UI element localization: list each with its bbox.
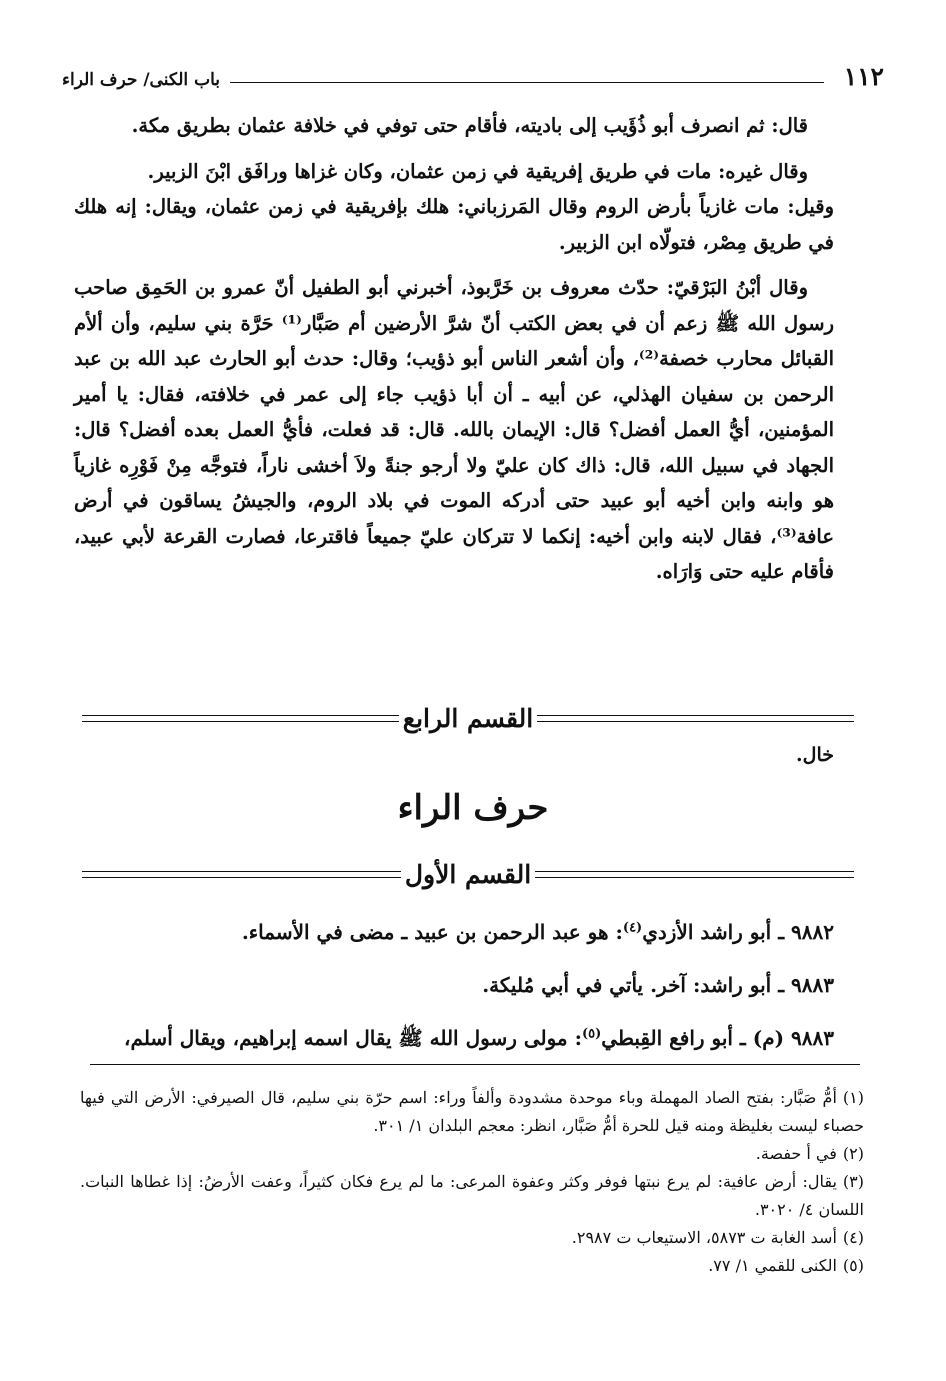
footnote-separator — [90, 1064, 860, 1065]
footnote-ref[interactable]: (٤) — [622, 920, 643, 936]
footnote-number: (٤) — [842, 1228, 864, 1247]
double-rule — [82, 715, 399, 722]
entry-text: : مولى رسول الله ﷺ يقال اسمه إبراهيم، ويقال أسلم، — [124, 1026, 582, 1050]
running-header — [62, 55, 884, 89]
footnote — [80, 1084, 864, 1140]
footnote-number: (٥) — [842, 1256, 864, 1275]
entry-text: : آخر. يأتي في أبي مُليكة. — [482, 973, 701, 997]
paragraph: وقال غيره: مات في طريق إفريقية في زمن عثمان، وكان غزاها ورافَق ابْنَ الزبير. — [147, 159, 808, 183]
footnote — [80, 1140, 864, 1168]
entry-text: : هو عبد الرحمن بن عبيد ـ مضى في الأسماء. — [241, 920, 623, 944]
paragraph: قال: ثم انصرف أبو ذُؤَيب إلى باديته، فأقام حتى توفي في خلافة عثمان بطريق مكة. — [131, 114, 808, 137]
entry-head: ٩٨٨٣ ـ أبو راشد — [700, 973, 834, 997]
entry-head: ٩٨٨٣ (م) ـ أبو رافع القِبطي — [601, 1026, 834, 1050]
letter-chapter-title: حرف الراء — [397, 788, 549, 828]
footnotes — [80, 1084, 864, 1280]
footnote-text: أمُّ صَبَّار: بفتح الصاد المهملة وباء موحدة مشدودة وألفاً وراء: اسم حرّة بني سليم، قال الصيرفي: الأرض التي فيها حصباء ليست بغليظة ومنه قيل للحرة أمُّ صَبَّار، انظر: معجم البلدان ١/ ٣٠١. — [80, 1088, 864, 1135]
double-rule — [537, 715, 854, 722]
footnote-text: في أ حفصة. — [755, 1144, 837, 1163]
section-label: القسم الأول — [404, 859, 532, 889]
footnote-number: (٣) — [842, 1172, 864, 1191]
section-heading-fourth — [82, 700, 854, 736]
paragraph: وقال أبْنُ البَرْقيّ: حدّث معروف بن خَرَّبوذ، أخبرني أبو الطفيل أنّ عمرو بن الحَمِق صاحب رسول الله ﷺ زعم أن في بعض الكتب أنّ شرَّ الأرضين أم صَبَّار⁽¹⁾ حَرَّة بني سليم، وأن ألأم القبائل محارب خصفة⁽²⁾، وأن أشعر الناس أبو ذؤيب؛ وقال: حدث أبو الحارث عبد الله بن عبد الرحمن بن سفيان الهذلي، عن أبيه ـ أن أبا ذؤيب جاء إلى عمر في خلافته، فقال: يا أمير المؤمنين، أيُّ العمل أفضل؟ قال: الإيمان بالله. قال: قد فعلت، فأيُّ العمل بعده أفضل؟ قال: الجهاد في سبيل الله، قال: ذاك كان عليّ ولا أرجو جنةً ولاَ أخشى ناراً، فتوجَّه مِنْ فَوْرِه غازياً هو وابنه وابن أخيه أبو عبيد حتى أدركه الموت في بلاد الروم، والجيشُ يساقون في أرض عافة⁽³⁾، فقال لابنه وابن أخيه: إنكما لا تتركان عليّ جميعاً فاقترعا، فصارت القرعة لأبي عبيد، فأقام عليه حتى وَارَاه. — [74, 276, 834, 583]
running-title: باب الكنى/ حرف الراء — [62, 70, 220, 90]
footnote-text: يقال: أرض عافية: لم يرع نبتها فوفر وكثر وعفوة المرعى: ما لم يرع فكان كثيراً، وعفت الأرضُ: إذا غطاها النبات. اللسان ٤/ ٣٠٢٠. — [80, 1172, 864, 1219]
footnote-ref[interactable]: (٥) — [581, 1026, 602, 1042]
paragraph: وقيل: مات غازياً بأرض الروم وقال المَرزباني: هلك بإفريقية في زمن عثمان، ويقال: إنه هلك في طريق مِصْر، فتولّاه ابن الزبير. — [74, 195, 834, 254]
entries-list — [74, 906, 834, 1065]
footnote-number: (١) — [842, 1088, 864, 1107]
double-rule — [82, 871, 401, 878]
entry-head: ٩٨٨٢ ـ أبو راشد الأزدي — [642, 920, 834, 944]
header-rule — [230, 82, 824, 83]
page-number: ١١٢ — [843, 62, 884, 91]
footnote-text: أسد الغابة ت ٥٨٧٣، الاستيعاب ت ٢٩٨٧. — [571, 1228, 837, 1247]
entry-item — [74, 959, 834, 1012]
entry-item — [74, 906, 834, 959]
footnote — [80, 1252, 864, 1280]
main-text — [74, 108, 834, 590]
section-heading-first — [82, 856, 854, 892]
footnote-number: (٢) — [842, 1144, 864, 1163]
entry-item — [74, 1012, 834, 1065]
section-label: القسم الرابع — [402, 703, 534, 733]
double-rule — [535, 871, 854, 878]
footnote — [80, 1168, 864, 1224]
footnote — [80, 1224, 864, 1252]
footnote-text: الكنى للقمي ١/ ٧٧. — [708, 1256, 837, 1275]
continuation-text: خال. — [796, 744, 834, 766]
